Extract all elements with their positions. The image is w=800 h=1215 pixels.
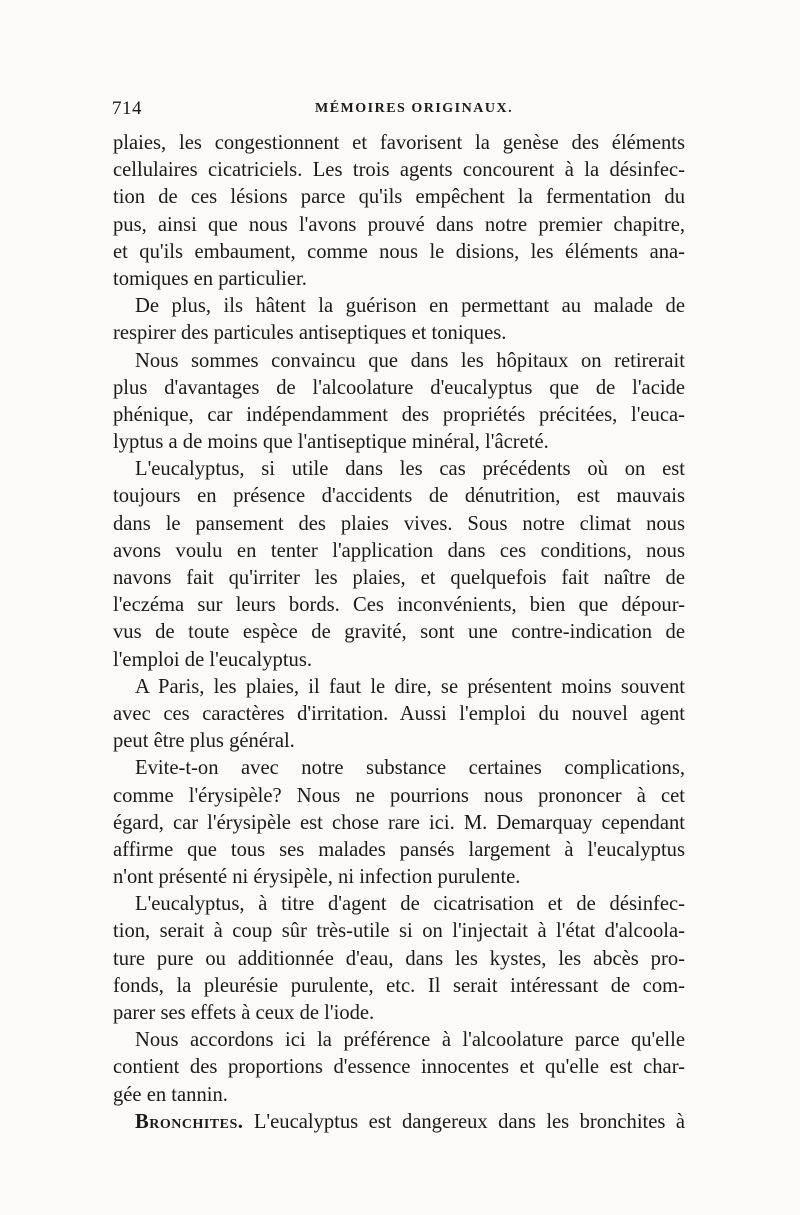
text-line: phénique, car indépendamment des propriétés précitées, l'euca-: [113, 403, 685, 426]
text-line: De plus, ils hâtent la guérison en permettant au malade de: [135, 295, 685, 318]
page-header: [112, 98, 687, 124]
text-line: Nous accordons ici la préférence à l'alcoolature parce qu'elle: [135, 1029, 685, 1052]
text-line: Nous sommes convaincu que dans les hôpitaux on retirerait: [135, 349, 685, 372]
text-line: navons fait qu'irriter les plaies, et quelquefois fait naître de: [113, 567, 685, 589]
text-line: égard, car l'érysipèle est chose rare ici. M. Demarquay cependant: [113, 811, 685, 834]
section-heading: Bronchites.: [135, 1110, 244, 1133]
text-line: vus de toute espèce de gravité, sont une contre-indication de: [113, 621, 685, 644]
text-line: [113, 1109, 685, 1136]
text-line: L'eucalyptus, à titre d'agent de cicatrisation et de désinfec-: [135, 893, 685, 916]
text-line: toujours en présence d'accidents de dénutrition, est mauvais: [113, 485, 685, 508]
text-line: comme l'érysipèle? Nous ne pourrions nous prononcer à cet: [113, 784, 685, 807]
text-line: avec ces caractères d'irritation. Aussi l'emploi du nouvel agent: [113, 702, 685, 725]
text-line: avons voulu en tenter l'application dans ces conditions, nous: [113, 539, 685, 562]
text-line: fonds, la pleurésie purulente, etc. Il serait intéressant de com-: [113, 974, 685, 997]
text-line: pus, ainsi que nous l'avons prouvé dans notre premier chapitre,: [113, 213, 685, 236]
text-line: ture pure ou additionnée d'eau, dans les kystes, les abcès pro-: [113, 947, 685, 970]
text-line: contient des proportions d'essence innocentes et qu'elle est char-: [113, 1056, 685, 1079]
text-line: L'eucalyptus, si utile dans les cas précédents où on est: [135, 458, 685, 481]
text-line: plaies, les congestionnent et favorisent la genèse des éléments: [113, 132, 685, 154]
running-title: MÉMOIRES ORIGINAUX.: [315, 101, 514, 116]
text-line: dans le pansement des plaies vives. Sous notre climat nous: [113, 512, 685, 535]
text-line: tion de ces lésions parce qu'ils empêchent la fermentation du: [113, 186, 685, 209]
body-text: [113, 130, 685, 1136]
text-line: tomiques en particulier.: [113, 267, 307, 290]
text-line: tion, serait à coup sûr très-utile si on l'injectait à l'état d'alcoola-: [113, 920, 685, 943]
text-line: gée en tannin.: [113, 1083, 228, 1106]
text-line: n'ont présenté ni érysipèle, ni infection purulente.: [113, 866, 521, 889]
text-line: lyptus a de moins que l'antiseptique minéral, l'âcreté.: [113, 431, 549, 454]
text-line: affirme que tous ses malades pansés largement à l'eucalyptus: [113, 838, 685, 861]
page-number: 714: [112, 98, 142, 119]
section-text: L'eucalyptus est dangereux dans les bronchites à: [253, 1110, 685, 1133]
text-line: peut être plus général.: [113, 730, 295, 753]
text-line: parer ses effets à ceux de l'iode.: [113, 1002, 375, 1024]
text-line: cellulaires cicatriciels. Les trois agents concourent à la désinfec-: [113, 159, 685, 182]
text-line: Evite-t-on avec notre substance certaines complications,: [135, 757, 685, 780]
text-line: respirer des particules antiseptiques et toniques.: [113, 322, 507, 345]
text-line: l'emploi de l'eucalyptus.: [113, 648, 313, 671]
text-line: A Paris, les plaies, il faut le dire, se présentent moins souvent: [135, 675, 685, 698]
text-line: l'eczéma sur leurs bords. Ces inconvénients, bien que dépour-: [113, 594, 685, 617]
text-line: et qu'ils embaument, comme nous le disions, les éléments ana-: [113, 240, 685, 263]
text-line: plus d'avantages de l'alcoolature d'eucalyptus que de l'acide: [113, 376, 685, 399]
